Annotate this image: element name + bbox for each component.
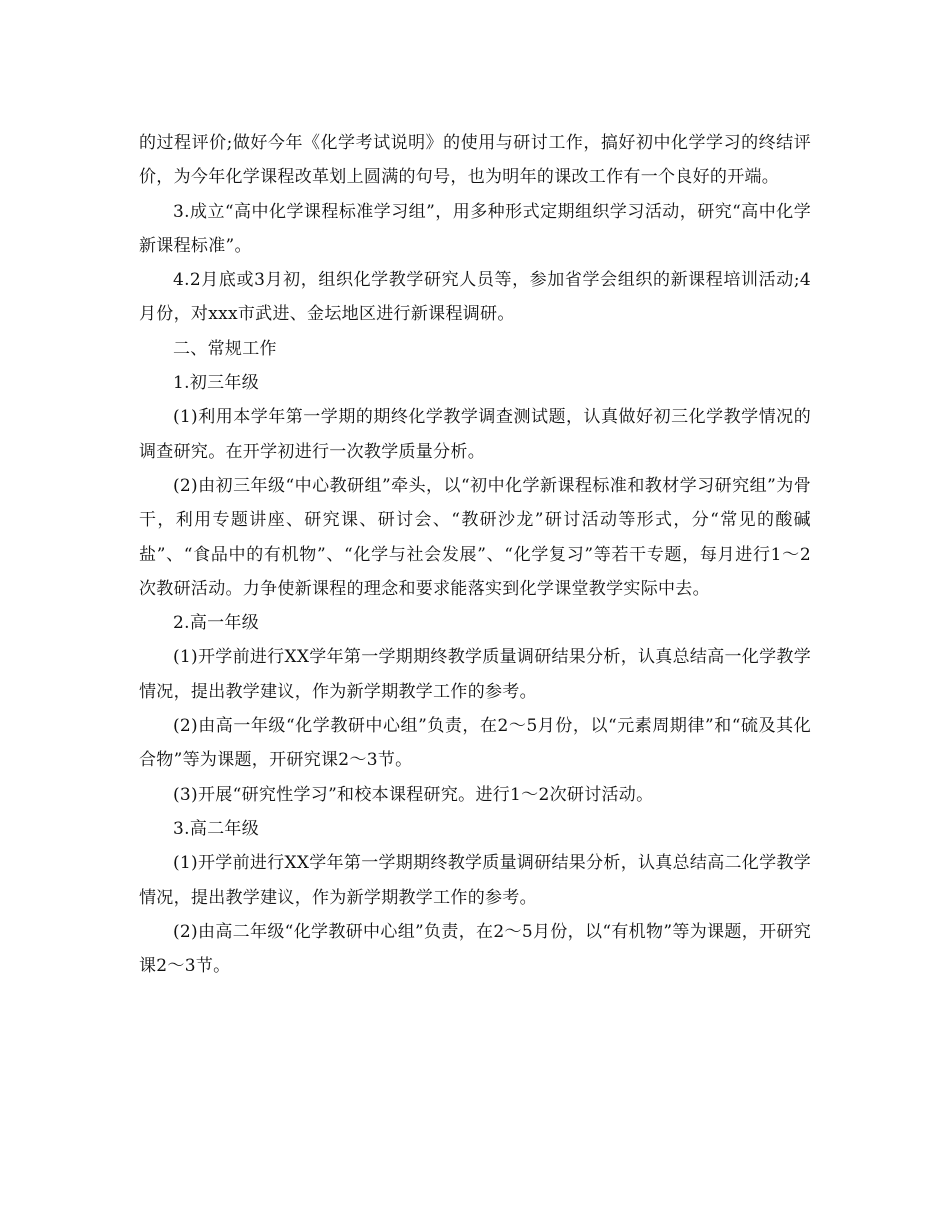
paragraph: (1)利用本学年第一学期的期终化学教学调查测试题，认真做好初三化学教学情况的调查研究。在开学初进行一次教学质量分析。	[139, 407, 811, 462]
paragraph: (2)由高二年级“化学教研中心组”负责，在2～5月份，以“有机物”等为课题，开研究课2～3节。	[139, 921, 811, 977]
subsection-heading: 1.初三年级	[173, 373, 260, 394]
paragraph: 4.2月底或3月初，组织化学教学研究人员等，参加省学会组织的新课程培训活动;4月份，对xxx市武进、金坛地区进行新课程调研。	[139, 270, 811, 325]
subsection-heading: 2.高一年级	[173, 613, 260, 634]
paragraph: 3.成立“高中化学课程标准学习组”，用多种形式定期组织学习活动，研究“高中化学新课程标准”。	[139, 201, 811, 256]
paragraph: (3)开展“研究性学习”和校本课程研究。进行1～2次研讨活动。	[173, 784, 654, 805]
paragraph: (1)开学前进行XX学年第一学期期终教学质量调研结果分析，认真总结高二化学教学情况，提出教学建议，作为新学期教学工作的参考。	[139, 853, 811, 908]
section-heading: 二、常规工作	[173, 338, 277, 359]
paragraph: (1)开学前进行XX学年第一学期期终教学质量调研结果分析，认真总结高一化学教学情况，提出教学建议，作为新学期教学工作的参考。	[139, 647, 811, 702]
paragraph: 的过程评价;做好今年《化学考试说明》的使用与研讨工作，搞好初中化学学习的终结评价，为今年化学课程改革划上圆满的句号，也为明年的课改工作有一个良好的开端。	[139, 133, 811, 188]
subsection-heading: 3.高二年级	[173, 818, 260, 839]
paragraph: (2)由高一年级“化学教研中心组”负责，在2～5月份，以“元素周期律”和“硫及其化合物”等为课题，开研究课2～3节。	[139, 716, 811, 771]
paragraph: (2)由初三年级“中心教研组”牵头，以“初中化学新课程标准和教材学习研究组”为骨干，利用专题讲座、研究课、研讨会、“教研沙龙”研讨活动等形式，分“常见的酸碱盐”、“食品中的有机物”、“化学与社会发展”、“化学复习”等若干专题，每月进行1～2次教研活动。力争使新课程的理念和要求能落实到化学课堂教学实际中去。	[139, 475, 811, 599]
document-body	[139, 126, 811, 983]
